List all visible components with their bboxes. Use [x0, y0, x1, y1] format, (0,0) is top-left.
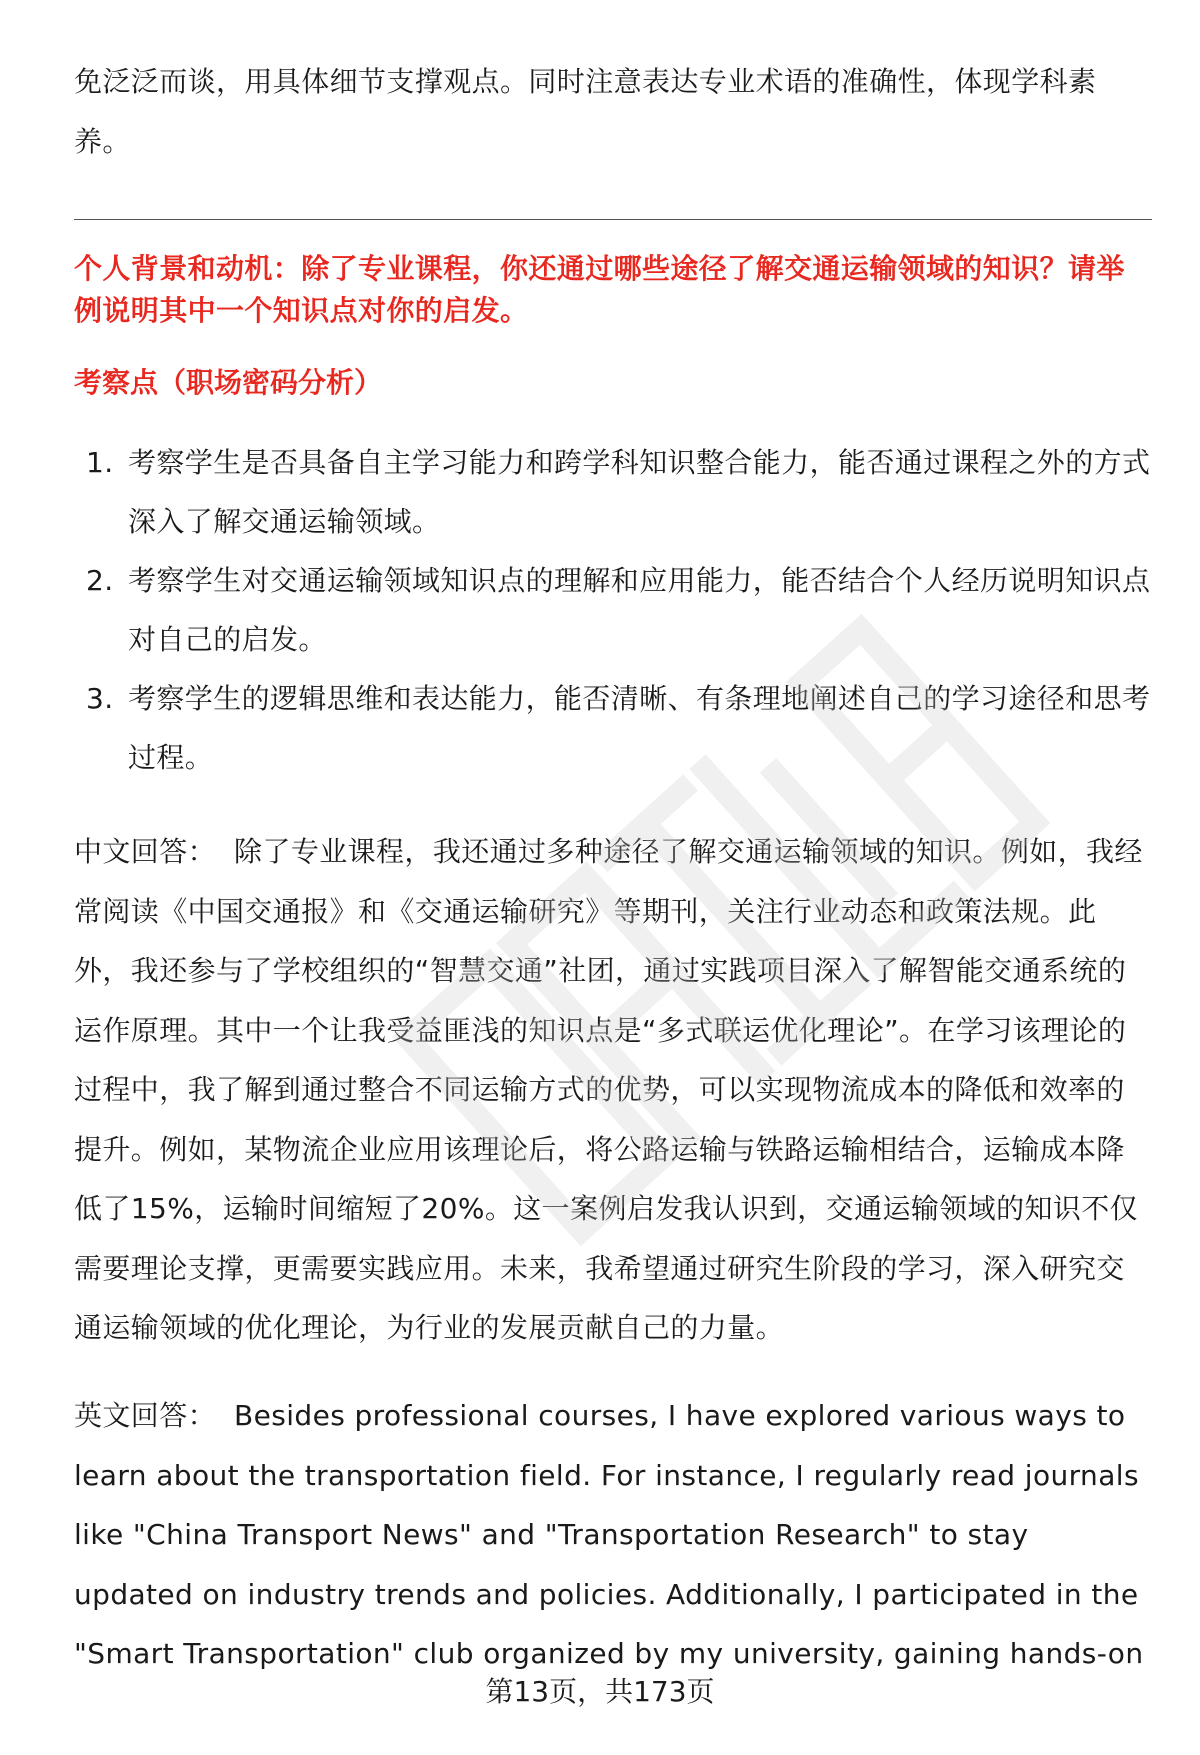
english-answer: [74, 1386, 1152, 1684]
list-item-text: 考察学生对交通运输领域知识点的理解和应用能力，能否结合个人经历说明知识点对自己的启发。: [128, 564, 1151, 656]
assessment-points-list: [74, 433, 1152, 787]
section-title: 考察点（职场密码分析）: [74, 366, 383, 399]
section-divider: [74, 219, 1152, 220]
list-item-text: 考察学生的逻辑思维和表达能力，能否清晰、有条理地阐述自己的学习途径和思考过程。: [128, 682, 1151, 774]
page-body: [74, 0, 1152, 172]
list-item-number: 3.: [86, 682, 114, 715]
english-answer-text: Besides professional courses, I have explored various ways to learn about the transportation field. For instance, I regularly read journals like "China Transport News" and "Transportation Research" to stay updated on industry trends and policies. Additionally, I participated in the "Smart Transportation" club organized by my university, gaining hands-on: [74, 1399, 1144, 1670]
list-item-number: 1.: [86, 446, 114, 479]
question-heading: 个人背景和动机：除了专业课程，你还通过哪些途径了解交通运输领域的知识？请举例说明其中一个知识点对你的启发。: [74, 252, 1125, 327]
continuation-paragraph: 免泛泛而谈，用具体细节支撑观点。同时注意表达专业术语的准确性，体现学科素养。: [74, 65, 1097, 158]
page-footer: 第13页，共173页: [485, 1675, 715, 1708]
list-item: [74, 669, 1152, 787]
chinese-answer-text: 除了专业课程，我还通过多种途径了解交通运输领域的知识。例如，我经常阅读《中国交通报》和《交通运输研究》等期刊，关注行业动态和政策法规。此外，我还参与了学校组织的“智慧交通”社团，通过实践项目深入了解智能交通系统的运作原理。其中一个让我受益匪浅的知识点是“多式联运优化理论”。在学习该理论的过程中，我了解到通过整合不同运输方式的优势，可以实现物流成本的降低和效率的提升。例如，某物流企业应用该理论后，将公路运输与铁路运输相结合，运输成本降低了15%，运输时间缩短了20%。这一案例启发我认识到，交通运输领域的知识不仅需要理论支撑，更需要实践应用。未来，我希望通过研究生阶段的学习，深入研究交通运输领域的优化理论，为行业的发展贡献自己的力量。: [74, 835, 1143, 1344]
list-item-number: 2.: [86, 564, 114, 597]
list-item: [74, 433, 1152, 551]
list-item: [74, 551, 1152, 669]
list-item-text: 考察学生是否具备自主学习能力和跨学科知识整合能力，能否通过课程之外的方式深入了解交通运输领域。: [128, 446, 1151, 538]
chinese-answer: [74, 822, 1152, 1358]
chinese-answer-label: 中文回答：: [74, 835, 217, 868]
english-answer-label: 英文回答：: [74, 1399, 217, 1432]
